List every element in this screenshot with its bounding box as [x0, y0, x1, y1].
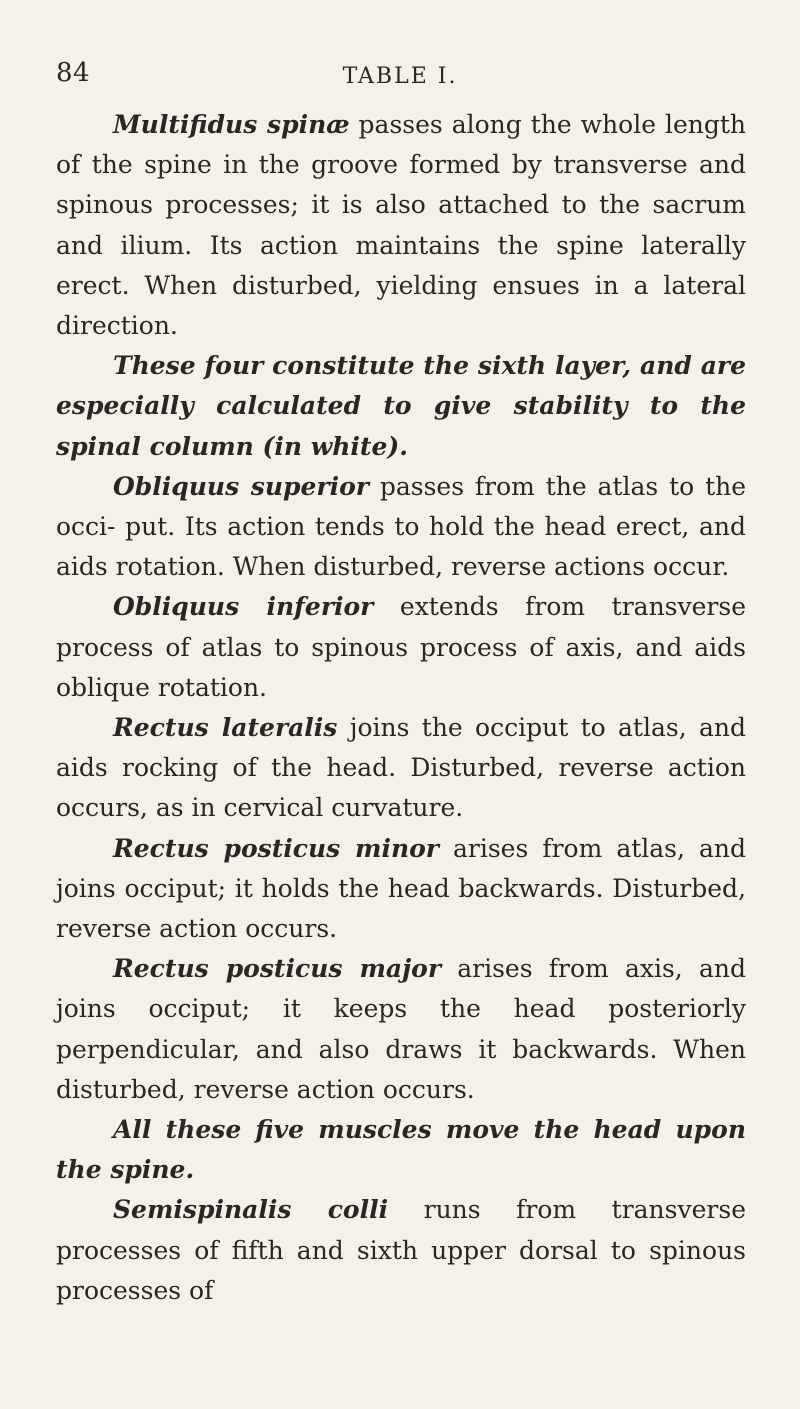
paragraph-semispinalis-colli: [56, 1190, 746, 1311]
paragraph-text: passes along the whole length of the spine in the groove formed by transverse and spinous processes; it is also attached to the sacrum and ilium. Its action maintains the spine laterally erect. When disturbed, yielding ensues in a lateral direction.: [56, 110, 747, 341]
italic-note: These four constitute the sixth layer, and are especially calculated to give stability to the spinal column (in white).: [56, 351, 746, 461]
muscle-term: Obliquus superior: [113, 471, 369, 501]
muscle-term: Multifidus spinæ: [113, 110, 350, 139]
paragraph-text: passes from the atlas to the occi- put. Its action tends to hold the head erect, and aids rotation. When disturbed, reverse actions occur.: [56, 471, 747, 582]
muscle-term: Rectus lateralis: [113, 713, 338, 743]
page-number: 84: [56, 58, 91, 88]
paragraph-text: arises from axis, and joins occiput; it keeps the head posteriorly perpendicular, and also draws it backwards. When disturbed, reverse action occurs.: [56, 954, 747, 1104]
paragraph-text: arises from atlas, and joins occiput; it holds the head backwards. Disturbed, reverse action occurs.: [56, 833, 746, 944]
muscle-term: Rectus posticus major: [113, 954, 441, 984]
paragraph-rectus-posticus-major: [56, 949, 746, 1110]
muscle-term: Rectus posticus minor: [113, 833, 439, 863]
paragraph-obliquus-inferior: [56, 587, 746, 708]
muscle-term: Obliquus inferior: [113, 592, 374, 622]
page-body: [56, 105, 746, 1311]
paragraph-five-muscles-note: [56, 1110, 746, 1190]
page-header: [56, 58, 744, 98]
paragraph-rectus-posticus-minor: [56, 829, 746, 950]
paragraph-sixth-layer-note: [56, 346, 746, 467]
muscle-term: Semispinalis colli: [113, 1195, 389, 1225]
running-head: TABLE I.: [342, 64, 458, 89]
paragraph-obliquus-superior: [56, 467, 746, 588]
paragraph-rectus-lateralis: [56, 708, 746, 829]
paragraph-text: runs from transverse processes of fifth and sixth upper dorsal to spinous processes of: [56, 1195, 746, 1305]
paragraph-multifidus: [56, 105, 746, 346]
italic-note: All these five muscles move the head upon the spine.: [56, 1115, 746, 1185]
paragraph-text: joins the occiput to atlas, and aids rocking of the head. Disturbed, reverse action occurs, as in cervical curvature.: [56, 713, 746, 823]
paragraph-text: extends from transverse process of atlas to spinous process of axis, and aids oblique rotation.: [56, 592, 747, 702]
